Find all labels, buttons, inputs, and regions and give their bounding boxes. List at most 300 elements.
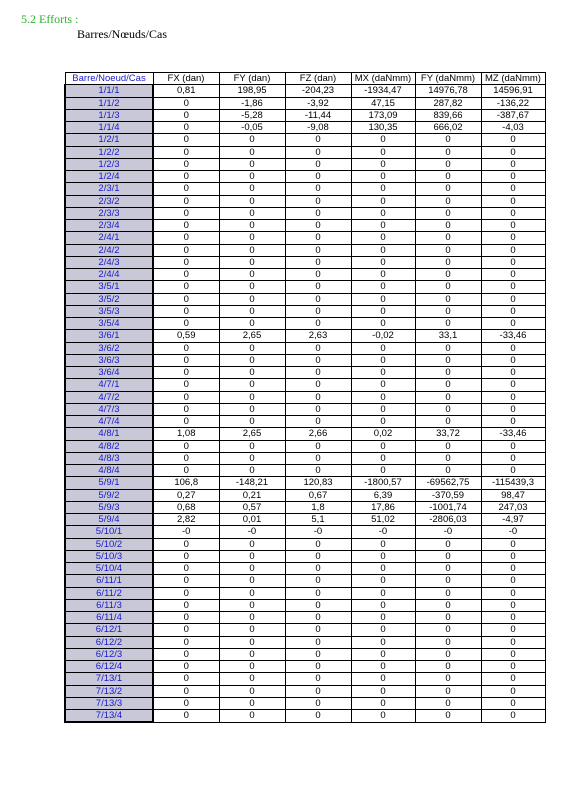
table-cell: 0 [481, 685, 545, 697]
table-cell: 0 [285, 612, 351, 624]
table-cell: 0 [481, 648, 545, 660]
table-cell: 0 [351, 685, 415, 697]
row-key-cell: 7/13/2 [65, 685, 153, 697]
table-cell: -33,46 [481, 428, 545, 440]
table-cell: 0 [415, 452, 481, 464]
table-row [65, 379, 545, 391]
table-cell: 0 [481, 195, 545, 207]
table-cell: 0 [481, 599, 545, 611]
table-cell: 0 [219, 452, 285, 464]
table-cell: 0 [285, 281, 351, 293]
table-cell: 0 [219, 342, 285, 354]
table-cell: 0 [481, 403, 545, 415]
table-cell: 0 [219, 293, 285, 305]
table-cell: 0 [481, 379, 545, 391]
table-cell: 0 [415, 624, 481, 636]
column-header-mx: MX (daNmm) [351, 73, 415, 85]
table-cell: 0 [153, 440, 219, 452]
table-row [65, 342, 545, 354]
row-key-cell: 1/2/1 [65, 134, 153, 146]
table-row [65, 514, 545, 526]
table-cell: -148,21 [219, 477, 285, 489]
table-cell: -387,67 [481, 109, 545, 121]
table-cell: 0 [351, 195, 415, 207]
table-cell: 0 [415, 171, 481, 183]
table-cell: 0 [351, 269, 415, 281]
row-key-cell: 5/10/4 [65, 563, 153, 575]
table-cell: 0 [415, 183, 481, 195]
table-cell: 0 [351, 146, 415, 158]
table-cell: -0 [153, 526, 219, 538]
table-cell: -1934,47 [351, 85, 415, 97]
row-key-cell: 2/4/1 [65, 232, 153, 244]
table-cell: 0 [351, 281, 415, 293]
table-cell: 0 [415, 244, 481, 256]
table-cell: 0 [285, 550, 351, 562]
table-cell: 0 [351, 661, 415, 673]
table-row [65, 146, 545, 158]
table-cell: 0 [351, 440, 415, 452]
table-cell: 2,66 [285, 428, 351, 440]
table-cell: 0 [219, 575, 285, 587]
table-cell: 0 [219, 612, 285, 624]
table-cell: 0 [153, 673, 219, 685]
table-cell: 2,65 [219, 428, 285, 440]
table-cell: -1001,74 [415, 501, 481, 513]
table-cell: -1,86 [219, 97, 285, 109]
table-cell: 0 [153, 379, 219, 391]
table-cell: 0 [415, 599, 481, 611]
table-cell: 0 [285, 685, 351, 697]
column-header-fz: FZ (dan) [285, 73, 351, 85]
table-cell: 0 [415, 697, 481, 709]
table-row [65, 587, 545, 599]
table-row [65, 526, 545, 538]
table-row [65, 256, 545, 268]
table-cell: 0 [351, 673, 415, 685]
table-cell: 0 [285, 673, 351, 685]
table-cell: 0 [351, 391, 415, 403]
table-cell: 0 [219, 391, 285, 403]
table-cell: 14976,78 [415, 85, 481, 97]
row-key-cell: 3/6/2 [65, 342, 153, 354]
table-cell: 0 [153, 416, 219, 428]
table-row [65, 391, 545, 403]
row-key-cell: 6/11/1 [65, 575, 153, 587]
table-cell: 98,47 [481, 489, 545, 501]
table-cell: 0 [285, 403, 351, 415]
table-cell: 0 [481, 452, 545, 464]
table-cell: 0 [351, 342, 415, 354]
row-key-cell: 3/6/3 [65, 354, 153, 366]
row-key-cell: 2/4/3 [65, 256, 153, 268]
table-cell: 0 [415, 391, 481, 403]
table-cell: 0 [415, 207, 481, 219]
table-cell: 0 [481, 207, 545, 219]
table-cell: 198,95 [219, 85, 285, 97]
table-cell: -204,23 [285, 85, 351, 97]
table-row [65, 489, 545, 501]
table-cell: 0,21 [219, 489, 285, 501]
row-key-cell: 2/3/1 [65, 183, 153, 195]
table-cell: 0 [481, 232, 545, 244]
table-row [65, 220, 545, 232]
row-key-cell: 4/7/2 [65, 391, 153, 403]
table-cell: 0 [351, 648, 415, 660]
table-cell: 0 [219, 440, 285, 452]
table-cell: 0 [153, 134, 219, 146]
table-cell: 0 [415, 661, 481, 673]
table-cell: 0,67 [285, 489, 351, 501]
table-cell: 0 [415, 305, 481, 317]
row-key-cell: 1/2/4 [65, 171, 153, 183]
table-cell: 0 [351, 171, 415, 183]
table-cell: -0 [351, 526, 415, 538]
table-cell: 0 [153, 146, 219, 158]
table-cell: 0 [153, 648, 219, 660]
row-key-cell: 2/3/4 [65, 220, 153, 232]
table-cell: -2806,03 [415, 514, 481, 526]
table-cell: 0 [481, 673, 545, 685]
table-cell: 0 [153, 685, 219, 697]
table-cell: 0 [153, 575, 219, 587]
table-cell: 0 [219, 171, 285, 183]
table-cell: 0 [481, 269, 545, 281]
table-cell: -4,03 [481, 122, 545, 134]
row-key-cell: 2/3/2 [65, 195, 153, 207]
table-cell: 0 [285, 256, 351, 268]
table-cell: -69562,75 [415, 477, 481, 489]
table-cell: 0 [415, 379, 481, 391]
row-key-cell: 5/9/4 [65, 514, 153, 526]
table-cell: 0 [153, 220, 219, 232]
table-cell: 2,63 [285, 330, 351, 342]
column-header-fy: FY (dan) [219, 73, 285, 85]
table-cell: 0 [351, 624, 415, 636]
table-cell: -1800,57 [351, 477, 415, 489]
row-key-cell: 4/7/3 [65, 403, 153, 415]
table-cell: -0,02 [351, 330, 415, 342]
table-cell: 0 [153, 354, 219, 366]
table-cell: 120,83 [285, 477, 351, 489]
table-cell: 0 [351, 465, 415, 477]
table-cell: 0 [153, 612, 219, 624]
table-cell: 0 [481, 550, 545, 562]
table-cell: 0 [285, 158, 351, 170]
table-cell: 0 [481, 416, 545, 428]
table-cell: 0 [481, 440, 545, 452]
table-cell: 0,27 [153, 489, 219, 501]
table-row [65, 477, 545, 489]
table-cell: 0 [351, 452, 415, 464]
table-cell: 0 [285, 134, 351, 146]
table-cell: 0 [153, 256, 219, 268]
table-row [65, 244, 545, 256]
table-cell: 0 [351, 158, 415, 170]
row-key-cell: 6/12/3 [65, 648, 153, 660]
table-cell: 0 [153, 661, 219, 673]
table-cell: 0 [415, 440, 481, 452]
row-key-cell: 1/1/3 [65, 109, 153, 121]
row-key-cell: 2/4/4 [65, 269, 153, 281]
table-cell: 0 [153, 342, 219, 354]
table-row [65, 305, 545, 317]
row-key-cell: 7/13/3 [65, 697, 153, 709]
table-cell: 0 [219, 538, 285, 550]
table-cell: 0 [219, 256, 285, 268]
table-cell: 0 [351, 612, 415, 624]
table-cell: 0,02 [351, 428, 415, 440]
table-cell: 0 [153, 587, 219, 599]
table-row [65, 465, 545, 477]
row-key-cell: 6/11/3 [65, 599, 153, 611]
table-cell: 0 [153, 624, 219, 636]
row-key-cell: 6/11/2 [65, 587, 153, 599]
table-cell: 0 [481, 146, 545, 158]
table-cell: 0 [219, 367, 285, 379]
table-cell: -0 [481, 526, 545, 538]
table-row [65, 85, 545, 97]
table-cell: 0 [219, 661, 285, 673]
table-subtitle: Barres/Nœuds/Cas [77, 27, 167, 41]
table-cell: -0 [285, 526, 351, 538]
table-row [65, 575, 545, 587]
row-key-cell: 5/9/3 [65, 501, 153, 513]
table-cell: 0 [415, 685, 481, 697]
table-cell: 6,39 [351, 489, 415, 501]
table-cell: 0 [285, 354, 351, 366]
table-cell: 0 [219, 158, 285, 170]
table-cell: 0 [153, 244, 219, 256]
table-cell: 0 [481, 183, 545, 195]
table-cell: 47,15 [351, 97, 415, 109]
table-cell: 0 [481, 636, 545, 648]
table-row [65, 318, 545, 330]
table-cell: 0 [219, 685, 285, 697]
table-row [65, 207, 545, 219]
table-cell: 0 [415, 538, 481, 550]
table-cell: 0 [219, 624, 285, 636]
table-cell: 0 [481, 697, 545, 709]
row-key-cell: 6/12/1 [65, 624, 153, 636]
table-row [65, 109, 545, 121]
table-cell: 0 [219, 281, 285, 293]
table-cell: 0 [415, 636, 481, 648]
table-cell: 0 [415, 158, 481, 170]
table-cell: 0 [481, 220, 545, 232]
table-cell: 0 [415, 550, 481, 562]
table-cell: 0 [285, 367, 351, 379]
table-cell: 33,72 [415, 428, 481, 440]
table-row [65, 122, 545, 134]
table-cell: 0 [481, 661, 545, 673]
table-cell: 0 [219, 673, 285, 685]
table-cell: 0,68 [153, 501, 219, 513]
table-cell: 0 [285, 269, 351, 281]
table-cell: 0 [351, 183, 415, 195]
table-cell: 0 [351, 220, 415, 232]
table-cell: 0 [481, 710, 545, 723]
table-cell: 0 [481, 612, 545, 624]
table-row [65, 330, 545, 342]
table-cell: 0 [351, 575, 415, 587]
table-cell: -5,28 [219, 109, 285, 121]
table-cell: 0 [219, 636, 285, 648]
table-cell: -0 [219, 526, 285, 538]
table-row [65, 416, 545, 428]
table-cell: 0 [153, 563, 219, 575]
table-cell: 0 [351, 293, 415, 305]
table-cell: 0 [481, 465, 545, 477]
table-row [65, 673, 545, 685]
table-cell: 0 [351, 305, 415, 317]
table-cell: 0 [153, 109, 219, 121]
row-key-cell: 1/2/2 [65, 146, 153, 158]
table-cell: 0 [285, 648, 351, 660]
table-cell: 0 [481, 563, 545, 575]
table-cell: 0 [285, 599, 351, 611]
table-row [65, 648, 545, 660]
table-cell: 0 [153, 158, 219, 170]
table-cell: 0 [285, 342, 351, 354]
table-cell: 0 [481, 367, 545, 379]
table-row [65, 354, 545, 366]
table-cell: 0 [415, 587, 481, 599]
row-key-cell: 7/13/1 [65, 673, 153, 685]
table-cell: 0 [219, 354, 285, 366]
table-cell: 0 [415, 232, 481, 244]
table-cell: 0 [481, 158, 545, 170]
table-cell: 0 [415, 367, 481, 379]
table-row [65, 281, 545, 293]
table-cell: 0 [351, 256, 415, 268]
table-cell: 0 [481, 587, 545, 599]
table-cell: 0 [285, 379, 351, 391]
row-key-cell: 5/9/2 [65, 489, 153, 501]
row-key-cell: 3/6/4 [65, 367, 153, 379]
table-cell: 0 [351, 379, 415, 391]
table-cell: 106,8 [153, 477, 219, 489]
table-cell: 0 [219, 648, 285, 660]
table-cell: 0 [285, 146, 351, 158]
table-cell: 0 [481, 305, 545, 317]
table-cell: 0 [415, 710, 481, 723]
table-cell: 0 [219, 697, 285, 709]
table-row [65, 550, 545, 562]
table-cell: -0,05 [219, 122, 285, 134]
table-row [65, 158, 545, 170]
table-row [65, 563, 545, 575]
table-cell: 0 [415, 673, 481, 685]
table-cell: 0 [219, 134, 285, 146]
table-cell: 1,08 [153, 428, 219, 440]
table-cell: 0 [153, 207, 219, 219]
table-cell: 0 [219, 244, 285, 256]
table-row [65, 538, 545, 550]
table-cell: 0 [351, 587, 415, 599]
table-cell: 0 [481, 281, 545, 293]
table-cell: 0 [285, 636, 351, 648]
table-cell: 0 [285, 318, 351, 330]
table-cell: 0 [285, 207, 351, 219]
table-cell: 0 [351, 416, 415, 428]
table-cell: 0 [351, 134, 415, 146]
table-row [65, 183, 545, 195]
row-key-cell: 4/8/1 [65, 428, 153, 440]
table-cell: 0 [219, 710, 285, 723]
table-cell: 0 [285, 563, 351, 575]
table-cell: 0 [153, 550, 219, 562]
table-cell: 0 [153, 122, 219, 134]
table-cell: 0 [153, 305, 219, 317]
table-row [65, 697, 545, 709]
table-cell: 33,1 [415, 330, 481, 342]
table-cell: 0 [415, 354, 481, 366]
table-cell: 0 [481, 391, 545, 403]
table-cell: 0 [415, 220, 481, 232]
table-cell: 0 [153, 269, 219, 281]
table-cell: 0 [285, 440, 351, 452]
table-cell: 0 [219, 379, 285, 391]
table-cell: 0 [481, 318, 545, 330]
section-title: 5.2 Efforts : [21, 12, 79, 26]
table-cell: 0 [153, 97, 219, 109]
row-key-cell: 1/2/3 [65, 158, 153, 170]
table-cell: 0 [481, 575, 545, 587]
table-cell: 0 [153, 195, 219, 207]
table-cell: 0 [219, 183, 285, 195]
table-cell: 0,81 [153, 85, 219, 97]
table-row [65, 661, 545, 673]
table-row [65, 134, 545, 146]
table-cell: 0 [153, 232, 219, 244]
table-cell: 2,65 [219, 330, 285, 342]
table-cell: 0 [351, 207, 415, 219]
table-row [65, 232, 545, 244]
row-key-cell: 6/12/2 [65, 636, 153, 648]
table-cell: 0 [153, 281, 219, 293]
row-key-cell: 5/10/1 [65, 526, 153, 538]
table-cell: 173,09 [351, 109, 415, 121]
table-cell: 0 [219, 403, 285, 415]
table-cell: 0,59 [153, 330, 219, 342]
table-cell: 0 [153, 367, 219, 379]
table-cell: 0 [351, 599, 415, 611]
table-cell: 0 [415, 465, 481, 477]
table-cell: -0 [415, 526, 481, 538]
table-cell: 0 [481, 256, 545, 268]
table-cell: 0 [219, 599, 285, 611]
table-cell: 0 [285, 416, 351, 428]
table-cell: 0 [285, 305, 351, 317]
row-key-cell: 1/1/1 [65, 85, 153, 97]
table-cell: 0 [219, 195, 285, 207]
table-cell: 0 [351, 318, 415, 330]
table-cell: 0 [351, 403, 415, 415]
table-cell: 0 [153, 599, 219, 611]
table-cell: 0 [285, 171, 351, 183]
table-cell: 0 [415, 416, 481, 428]
table-cell: 0 [219, 587, 285, 599]
table-cell: 0 [481, 538, 545, 550]
table-cell: 0 [481, 624, 545, 636]
table-cell: 0 [351, 354, 415, 366]
table-cell: 0 [219, 465, 285, 477]
table-cell: 0 [415, 318, 481, 330]
table-cell: 0 [351, 636, 415, 648]
table-row [65, 452, 545, 464]
table-cell: 0 [481, 342, 545, 354]
